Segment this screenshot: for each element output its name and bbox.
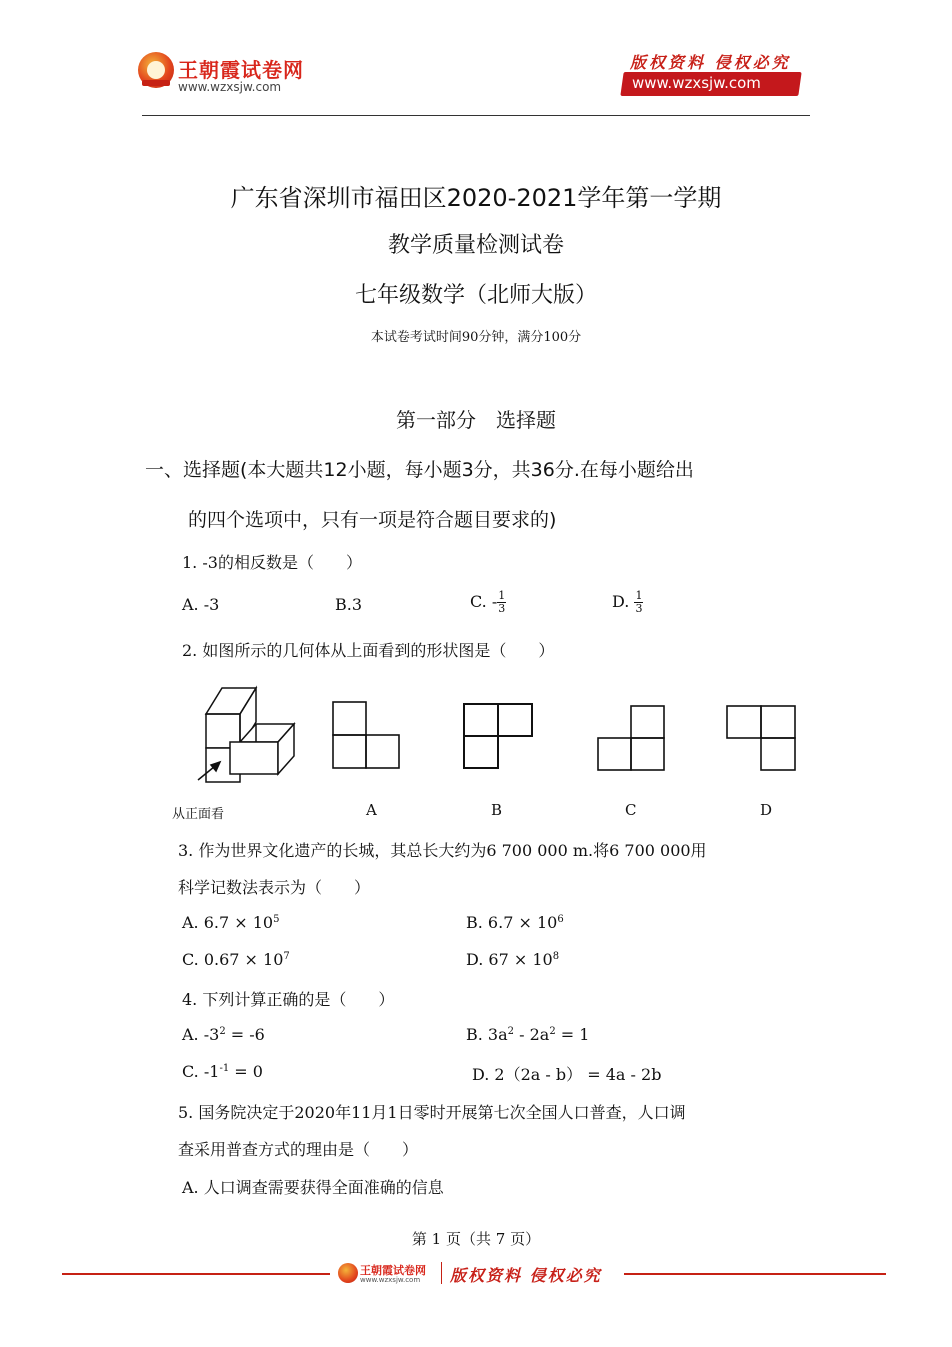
exam-subtitle: 教学质量检测试卷 — [387, 233, 564, 258]
q3-c-base: C. 0.67 × 10 — [182, 950, 284, 969]
q3-stem-line1: 3. 作为世界文化遗产的长城，其总长大约为6 700 000 m.将6 700 000用 — [178, 841, 707, 860]
header-divider — [142, 115, 810, 116]
footer-logo-icon — [338, 1263, 358, 1283]
q3-option-b — [466, 913, 564, 932]
q1-option-c — [470, 590, 506, 615]
url-banner: www.wzxsjw.com — [632, 74, 761, 92]
q3-stem-line2: 科学记数法表示为（ ） — [178, 878, 371, 897]
q2-option-d-shape — [727, 706, 795, 770]
q2-label-c: C — [625, 801, 637, 819]
q4-option-d: D. 2（2a - b） = 4a - 2b — [472, 1065, 662, 1084]
q1-c-den: 3 — [498, 602, 506, 615]
q2-label-d: D — [760, 801, 773, 819]
q2-label-b: B — [491, 801, 503, 819]
logo-name: 王朝霞试卷网 — [178, 58, 304, 82]
logo-emblem-icon — [138, 52, 174, 88]
footer-separator — [441, 1262, 442, 1284]
q2-option-b-shape — [464, 704, 532, 768]
q3-a-exp: 5 — [273, 914, 280, 925]
q1-d-prefix: D. — [612, 592, 635, 611]
q2-stem: 2. 如图所示的几何体从上面看到的形状图是（ ） — [182, 641, 555, 660]
q5-stem-line1: 5. 国务院决定于2020年11月1日零时开展第七次全国人口普查，人口调 — [178, 1103, 686, 1122]
footer-logo-url: www.wzxsjw.com — [360, 1276, 421, 1284]
footer-slogan: 版权资料 侵权必究 — [450, 1266, 602, 1285]
q1-stem: 1. -3的相反数是（ ） — [182, 553, 362, 572]
header-slogan: 版权资料 侵权必究 — [630, 53, 791, 72]
q4-c-pre: C. -1 — [182, 1062, 220, 1081]
q3-d-base: D. 67 × 10 — [466, 950, 553, 969]
q4-b-pre: B. 3a — [466, 1025, 508, 1044]
q4-b-post: = 1 — [555, 1025, 590, 1044]
q3-option-d — [466, 950, 559, 969]
footer-logo-name: 王朝霞试卷网 — [360, 1264, 426, 1277]
q1-c-fraction — [497, 590, 506, 615]
q2-solid-figure — [198, 688, 294, 782]
q3-d-exp: 8 — [552, 951, 560, 962]
q3-a-base: A. 6.7 × 10 — [182, 913, 274, 932]
q5-option-a: A. 人口调查需要获得全面准确的信息 — [182, 1178, 444, 1197]
exam-title: 广东省深圳市福田区2020-2021学年第一学期 — [230, 184, 722, 212]
q4-a-exp: 2 — [219, 1026, 226, 1037]
q1-c-num: 1 — [498, 589, 506, 602]
q3-option-a — [182, 913, 279, 932]
q2-option-c-shape — [598, 706, 664, 770]
q1-option-b: B.3 — [335, 595, 363, 614]
q4-option-a — [182, 1025, 265, 1044]
q3-option-c — [182, 950, 290, 969]
exam-note: 本试卷考试时间90分钟，满分100分 — [370, 330, 582, 345]
q2-front-view-label: 从正面看 — [172, 807, 225, 822]
section-heading-line1: 一、选择题(本大题共12小题，每小题3分，共36分.在每小题给出 — [145, 459, 694, 481]
page-number: 第 1 页（共 7 页） — [411, 1230, 541, 1248]
footer-line-left — [62, 1273, 330, 1275]
q4-a-post: = -6 — [225, 1025, 265, 1044]
q3-b-base: B. 6.7 × 10 — [466, 913, 558, 932]
q3-c-exp: 7 — [283, 951, 290, 962]
q4-b-exp2: 2 — [549, 1026, 556, 1037]
logo-url: www.wzxsjw.com — [178, 80, 282, 94]
q4-stem: 4. 下列计算正确的是（ ） — [182, 990, 395, 1009]
q1-d-fraction — [634, 590, 643, 615]
q1-option-a: A. -3 — [182, 595, 220, 614]
q4-a-pre: A. -3 — [182, 1025, 220, 1044]
q4-b-exp1: 2 — [507, 1026, 515, 1037]
q4-option-c — [182, 1062, 263, 1081]
q1-option-d — [612, 590, 643, 615]
q5-stem-line2: 查采用普查方式的理由是（ ） — [178, 1140, 419, 1159]
q2-figures — [178, 676, 808, 788]
q4-b-mid: - 2a — [514, 1025, 550, 1044]
q2-option-a-shape — [333, 702, 399, 768]
exam-grade: 七年级数学（北师大版） — [354, 283, 597, 308]
section-heading-line2: 的四个选项中，只有一项是符合题目要求的) — [188, 509, 557, 531]
q4-option-b — [466, 1025, 589, 1044]
q3-b-exp: 6 — [557, 914, 564, 925]
footer-line-right — [624, 1273, 886, 1275]
q4-c-post: = 0 — [229, 1062, 263, 1081]
q4-c-exp: -1 — [219, 1063, 230, 1074]
q1-c-prefix: C. - — [470, 592, 498, 611]
q2-label-a: A — [366, 801, 377, 819]
part-title: 第一部分 选择题 — [396, 408, 556, 432]
q1-d-num: 1 — [635, 589, 643, 602]
q1-d-den: 3 — [635, 602, 643, 615]
